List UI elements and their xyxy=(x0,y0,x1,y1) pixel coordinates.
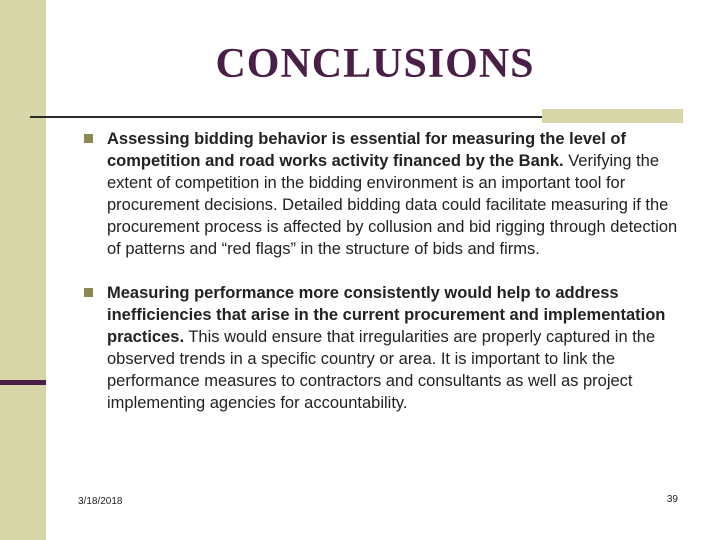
left-decor-band xyxy=(0,0,46,540)
bullet-2-bold-text: Measuring performance more consistently would help to address inefficiencies that arise in the current procurement and implementation practices. xyxy=(107,284,666,346)
square-bullet-icon xyxy=(84,134,93,143)
slide-body xyxy=(80,128,690,414)
bullet-1-text: Verifying the extent of competition in the bidding environment is an important tool for procurement decisions. Detailed bidding data could facilitate measuring if the procurement process is affected by collusion and bid rigging through detection of patterns and “red flags” in the structure of bids and firms. xyxy=(107,152,678,258)
page-number: 39 xyxy=(666,494,678,505)
bullet-1-bold-text: Assessing bidding behavior is essential for measuring the level of competition and road works activity financed by the Bank. xyxy=(107,130,626,170)
bullet-item-2 xyxy=(80,282,690,414)
bullet-2-text: This would ensure that irregularities are properly captured in the observed trends in a specific country or area. It is important to link the performance measures to contractors and consultants as well as project implementing agencies for accountability. xyxy=(107,328,656,412)
square-bullet-icon xyxy=(84,288,93,297)
footer-date: 3/18/2018 xyxy=(78,496,123,507)
bullet-item-1 xyxy=(80,128,690,260)
slide-title: CONCLUSIONS xyxy=(215,41,535,87)
title-divider-accent xyxy=(542,109,683,123)
left-band-accent-bar xyxy=(0,380,46,385)
title-divider xyxy=(30,116,542,118)
